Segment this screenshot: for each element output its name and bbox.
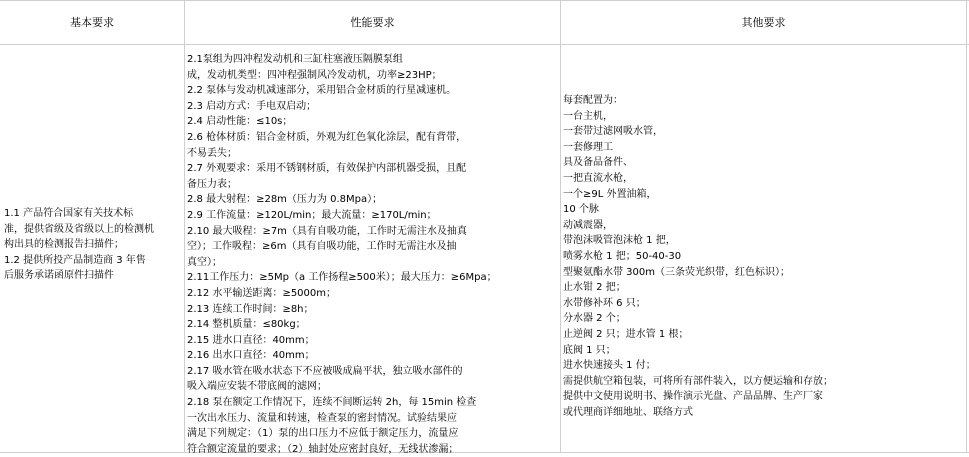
header-bottom-border — [0, 44, 969, 45]
performance-requirement-line: 空）；工作吸程：≥6m（具有自吸功能，工作时无需注水及抽 — [187, 241, 457, 253]
other-requirement-line: 型聚氨酯水带 300m（三条荧光织带，红色标识）； — [563, 266, 791, 278]
performance-requirement-line: 备压力表； — [187, 178, 237, 190]
performance-requirement-line: 2.12 水平输送距离：≥5000m； — [187, 287, 337, 299]
performance-requirement-line: 2.13 连续工作时间：≥8h； — [187, 303, 314, 315]
performance-requirement-line: 2.16 出水口直径：40mm； — [187, 350, 315, 362]
other-requirement-line: 10 个脉 — [563, 204, 599, 216]
performance-requirement-line: 符合额定流量的要求；（2）轴封处应密封良好，无线状渗漏； — [187, 443, 459, 455]
performance-requirement-line: 2.2 泵体与发动机减速部分，采用铝合金材质的行星减速机。 — [187, 85, 457, 97]
header-other-requirements: 其他要求 — [741, 16, 786, 29]
performance-requirement-line: 2.7 外观要求：采用不锈钢材质，有效保护内部机器受损，且配 — [187, 163, 467, 175]
other-requirements-cell — [563, 93, 965, 420]
performance-requirement-line: 2.4 启动性能：≤10s； — [187, 116, 293, 128]
other-requirement-line: 动减震器， — [563, 219, 613, 231]
other-requirement-line: 一套带过滤网吸水管， — [563, 126, 663, 138]
other-requirement-line: 带泡沫吸管泡沫枪 1 把， — [563, 235, 676, 247]
performance-requirement-line: 吸入端应安装不带底阀的滤网； — [187, 381, 327, 393]
other-requirement-line: 提供中文使用说明书、操作演示光盘、产品品牌、生产厂家 — [563, 391, 823, 403]
performance-requirement-line: 成，发动机类型：四冲程强制风冷发动机，功率≥23HP； — [187, 69, 442, 81]
performance-requirement-line: 2.15 进水口直径：40mm； — [187, 334, 315, 346]
basic-requirement-line: 1.1 产品符合国家有关技术标 — [4, 208, 134, 219]
column-divider-2 — [560, 0, 561, 453]
other-requirement-line: 分水器 2 个； — [563, 313, 626, 325]
basic-requirement-line: 后服务承诺函原件扫描件 — [4, 270, 114, 282]
performance-requirement-line: 真空）； — [187, 256, 222, 268]
header-performance-requirements: 性能要求 — [350, 16, 395, 29]
performance-requirement-line: 2.9 工作流量：≥120L/min；最大流量：≥170L/min； — [187, 209, 437, 221]
other-requirement-line: 止逆阀 2 只；进水管 1 根； — [563, 328, 689, 340]
performance-requirement-line: 一次出水压力、流量和转速，检查泵的密封情况。试验结果应 — [187, 412, 457, 424]
other-requirement-line: 一把直流水枪， — [563, 172, 633, 184]
performance-requirement-line: 不易丢失； — [187, 147, 237, 159]
other-requirement-line: 具及备品备件、 — [563, 157, 633, 169]
performance-requirements-cell — [187, 52, 559, 457]
basic-requirement-line: 准，提供省级及省级以上的检测机 — [4, 223, 154, 235]
other-requirement-line: 进水快速接头 1 付； — [563, 360, 656, 372]
performance-requirement-line: 2.10 最大吸程：≥7m（具有自吸功能，工作时无需注水及抽真 — [187, 225, 467, 237]
other-requirement-line: 一台主机， — [563, 110, 613, 122]
performance-requirement-line: 满足下列规定：（1）泵的出口压力不应低于额定压力，流量应 — [187, 428, 459, 440]
basic-requirement-line: 1.2 提供所投产品制造商 3 年售 — [4, 254, 146, 266]
performance-requirement-line: 2.8 最大射程：≥28m（压力为 0.8Mpa）； — [187, 194, 383, 206]
other-requirement-line: 喷雾水枪 1 把；50-40-30 — [563, 250, 682, 262]
basic-requirement-line: 构出具的检测报告扫描件； — [4, 239, 124, 251]
header-basic-requirements: 基本要求 — [70, 16, 114, 29]
other-requirement-line: 水带修补环 6 只； — [563, 297, 646, 309]
performance-requirement-line: 2.3 启动方式：手电双启动； — [187, 100, 317, 112]
column-divider-3 — [966, 0, 967, 453]
performance-requirement-line: 2.14 整机质量：≤80kg； — [187, 319, 306, 331]
other-requirement-line: 一套修理工 — [563, 141, 613, 153]
other-requirement-line: 每套配置为： — [563, 95, 623, 106]
performance-requirement-line: 2.1泵组为四冲程发动机和三缸柱塞液压隔膜泵组 — [187, 54, 403, 65]
other-requirement-line: 一个≥9L 外置油箱， — [563, 188, 657, 200]
column-divider-1 — [184, 0, 185, 453]
other-requirement-line: 底阀 1 只； — [563, 344, 616, 356]
performance-requirement-line: 2.18 泵在额定工作情况下，连续不间断运转 2h，每 15min 检查 — [187, 397, 477, 409]
performance-requirement-line: 2.6 枪体材质：铝合金材质，外观为红色氧化涂层，配有背带， — [187, 131, 467, 143]
basic-requirements-cell — [4, 206, 182, 284]
other-requirement-line: 需提供航空箱包装，可将所有部件装入，以方便运输和存放； — [563, 375, 833, 387]
performance-requirement-line: 2.11工作压力：≥5Mp（a 工作扬程≥500米）；最大压力：≥6Mpa； — [187, 272, 497, 284]
other-requirement-line: 或代理商详细地址、联络方式 — [563, 406, 693, 418]
performance-requirement-line: 2.17 吸水管在吸水状态下不应被吸成扁平状，独立吸水部件的 — [187, 365, 463, 377]
other-requirement-line: 止水钳 2 把； — [563, 282, 626, 294]
